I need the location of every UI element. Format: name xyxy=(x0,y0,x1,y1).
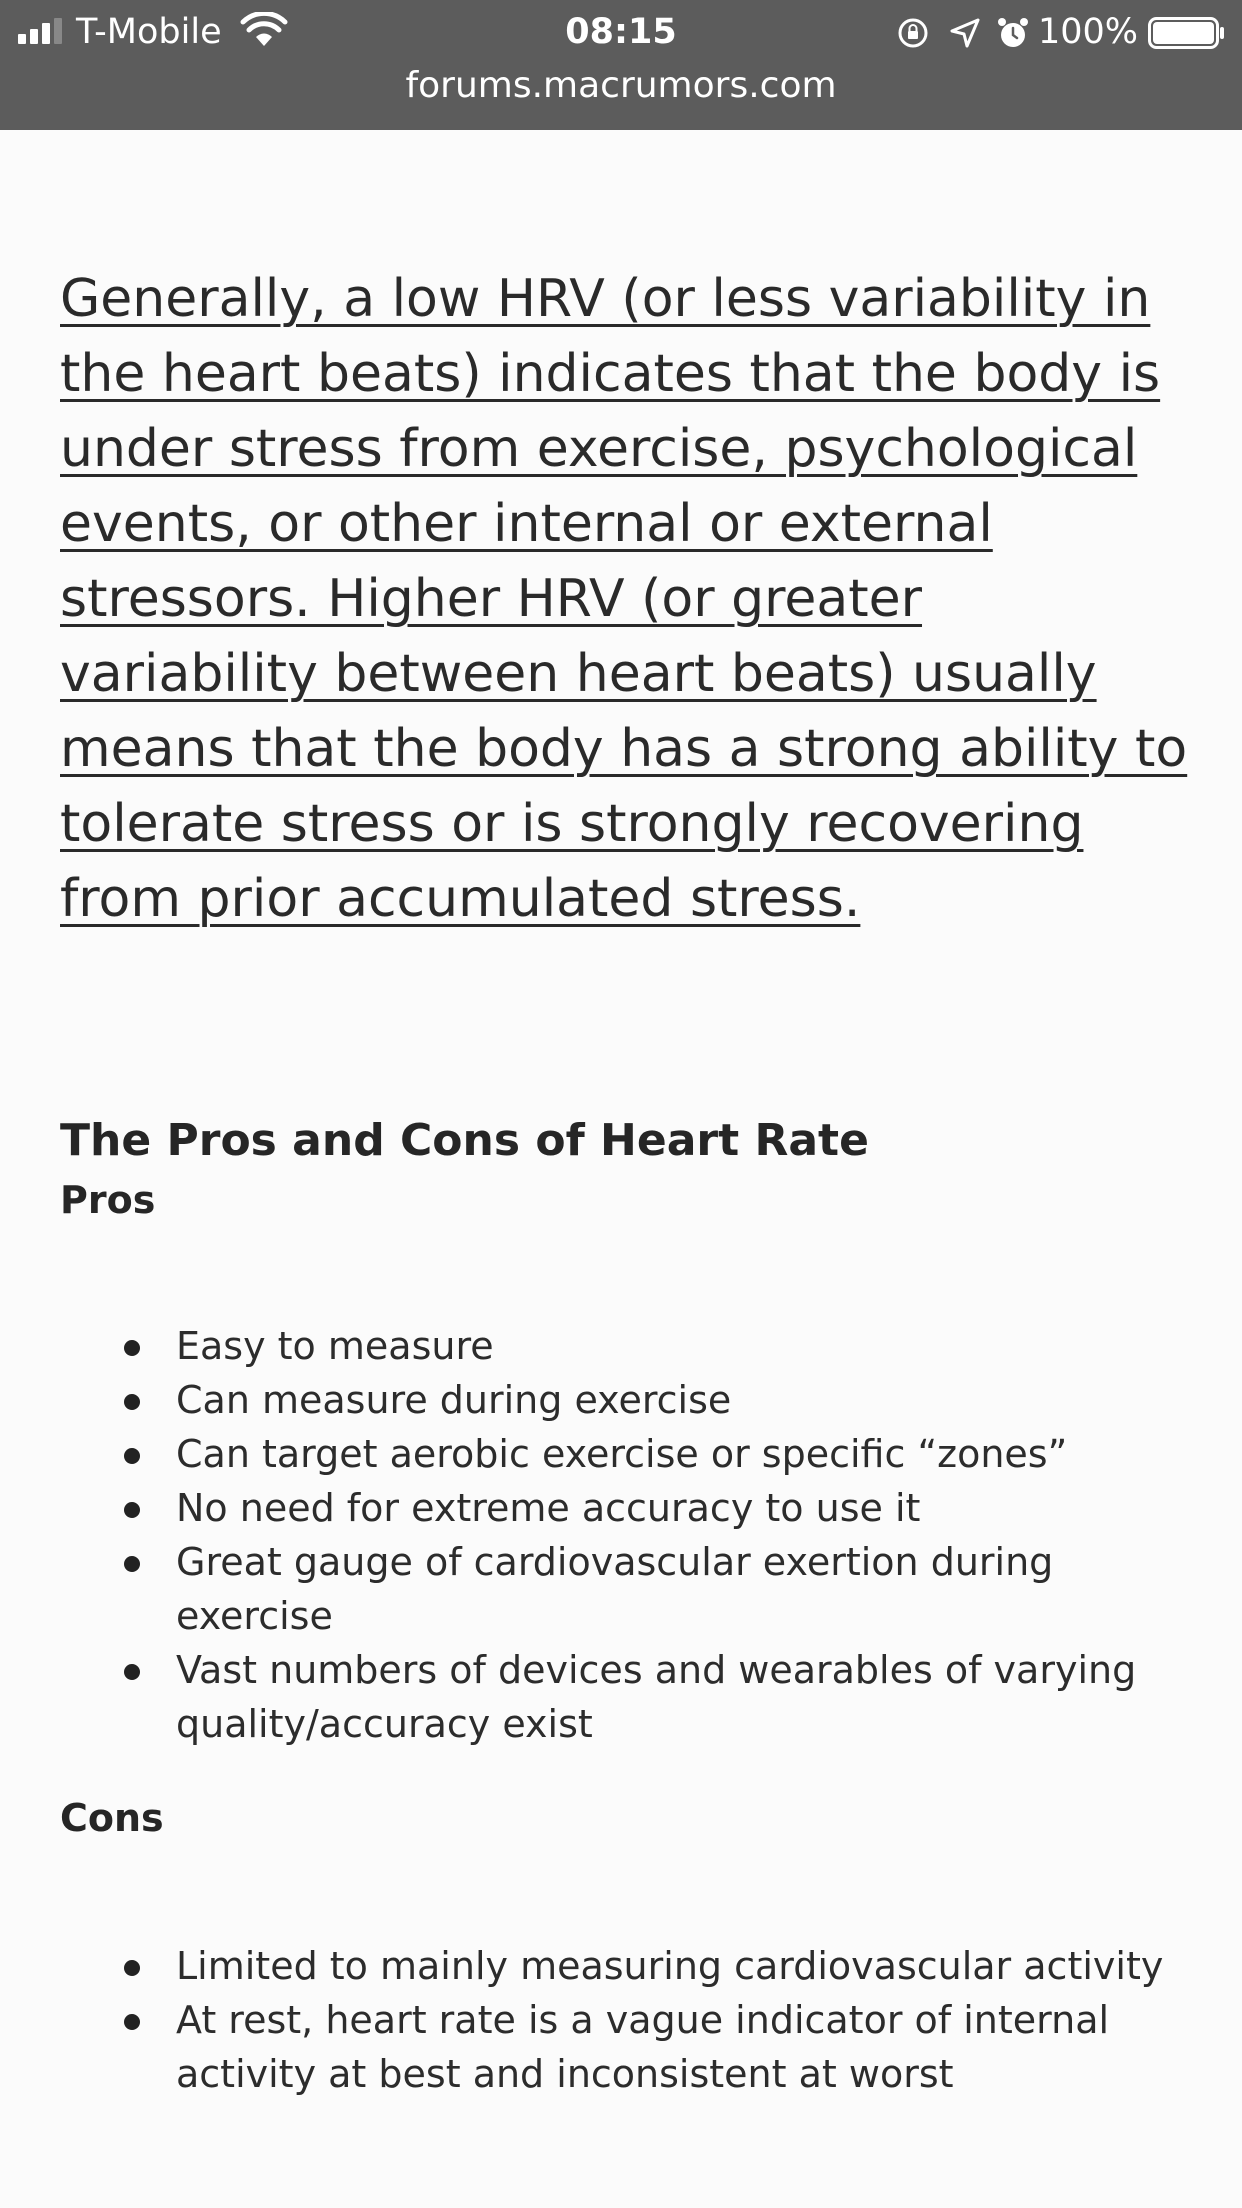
bullet-dot-icon xyxy=(124,1502,140,1518)
cons-list-item: Limited to mainly measuring cardiovascular activity xyxy=(176,1939,1190,1993)
cons-list-item: At rest, heart rate is a vague indicator of internal activity at best and inconsistent at worst xyxy=(176,1993,1190,2101)
location-arrow-icon xyxy=(948,16,982,50)
cons-list xyxy=(60,1939,1190,2101)
section-title: The Pros and Cons of Heart Rate xyxy=(60,1115,869,1166)
pros-list xyxy=(60,1319,1190,1751)
battery-icon xyxy=(1148,17,1226,49)
bullet-dot-icon xyxy=(124,1664,140,1680)
status-right-group xyxy=(896,10,1226,54)
carrier-name: T-Mobile xyxy=(76,12,222,52)
address-bar-url[interactable]: forums.macrumors.com xyxy=(405,65,837,106)
article-content xyxy=(60,262,1190,2101)
bullet-dot-icon xyxy=(124,1340,140,1356)
pros-list-item: Can measure during exercise xyxy=(176,1373,1190,1427)
bullet-dot-icon xyxy=(124,1556,140,1572)
cons-title: Cons xyxy=(60,1796,164,1840)
clock-time: 08:15 xyxy=(565,12,677,52)
orientation-lock-icon xyxy=(896,16,930,50)
battery-percent: 100% xyxy=(1037,12,1138,52)
pros-list-item: Easy to measure xyxy=(176,1319,1190,1373)
bullet-dot-icon xyxy=(124,2014,140,2030)
status-bar xyxy=(0,0,1242,62)
bullet-dot-icon xyxy=(124,1394,140,1410)
pros-list-item: No need for extreme accuracy to use it xyxy=(176,1481,1190,1535)
bullet-dot-icon xyxy=(124,1960,140,1976)
pros-list-item: Can target aerobic exercise or specific “zones” xyxy=(176,1427,1190,1481)
pros-title: Pros xyxy=(60,1178,156,1222)
pros-list-item: Vast numbers of devices and wearables of varying quality/accuracy exist xyxy=(176,1643,1190,1751)
bullet-dot-icon xyxy=(124,1448,140,1464)
browser-top-bar xyxy=(0,0,1242,130)
alarm-icon xyxy=(996,16,1030,50)
hrv-quote-link[interactable]: Generally, a low HRV (or less variability in the heart beats) indicates that the body is under stress from exercise, psychological events, or other internal or external stressors. Higher HRV (or greater variability between heart beats) usually means that the body has a strong ability to tolerate stress or is strongly recovering from prior accumulated stress. xyxy=(60,269,1188,929)
pros-list-item: Great gauge of cardiovascular exertion during exercise xyxy=(176,1535,1190,1643)
